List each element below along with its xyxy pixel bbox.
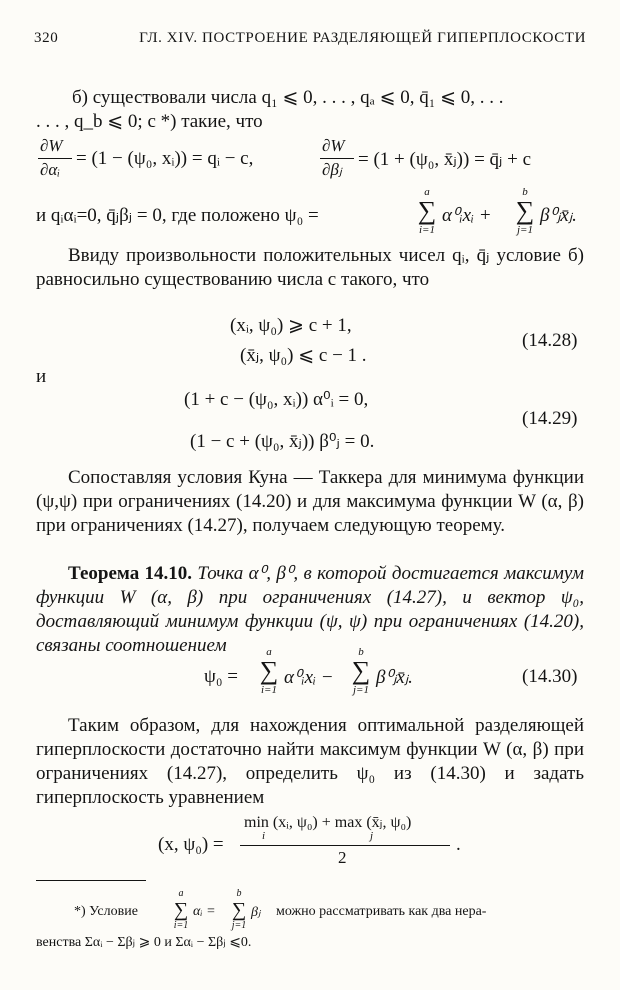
footnote-prefix: *) Условие [74, 904, 138, 919]
condition-b-line2: . . . , q_b ⩽ 0; c *) такие, что [36, 111, 263, 132]
eq1429-line1: (1 + c − (ψ₀, xᵢ)) α⁰ᵢ = 0, [184, 389, 369, 410]
paragraph-1: Ввиду произвольности положительных чисел qᵢ, q̄ⱼ условие б) равносильно существованию числа c такого, что [36, 245, 584, 290]
final-eq-sub-j: j [370, 830, 374, 842]
eq1428-line1: (xᵢ, ψ₀) ⩾ c + 1, [230, 315, 352, 336]
sum-j-symbol: b ∑ j=1 [515, 186, 535, 236]
final-eq-period: . [456, 834, 461, 855]
theorem-text: Точка α⁰, β⁰, в которой достигается максимум функции W (α, β) при ограничениях (14.27), и вектор ψ₀, доставляющий минимум функции (ψ, ψ) при ограничениях (14.20), связаны соотношением [36, 563, 585, 656]
eq1430-sum-i: a ∑ i=1 [259, 646, 279, 696]
eq1428-line2: (x̄ⱼ, ψ₀) ⩽ c − 1 . [240, 345, 367, 366]
eq1430-sum-j: b ∑ j=1 [351, 646, 371, 696]
footnote-term1: αᵢ = [193, 904, 216, 919]
final-eq-denominator: 2 [338, 848, 347, 867]
footnote-sum-i: a ∑ i=1 [173, 888, 189, 931]
deriv2-denominator: ∂βⱼ [322, 160, 342, 179]
and-word: и [36, 366, 47, 387]
paragraph-2: Сопоставляя условия Куна — Таккера для минимума функции (ψ,ψ) при ограничениях (14.20) и для максимума функции W (α, β) при ограничениях (14.27), получаем следующую теорему. [36, 467, 584, 536]
theorem-14-10 [36, 562, 584, 658]
compl-term2: β⁰ⱼx̄ⱼ. [540, 205, 577, 226]
footnote-rule [36, 880, 146, 881]
sum-i-symbol: a ∑ i=1 [417, 186, 437, 236]
footnote-term2: βⱼ [251, 905, 261, 920]
paragraph-3: Таким образом, для нахождения оптимальной разделяющей гиперплоскости достаточно найти максимум функции W (α, β) при ограничениях (14.27), определить ψ₀ из (14.30) и задать гиперплоскость уравнением [36, 715, 584, 808]
deriv1-rhs: = (1 − (ψ₀, xᵢ)) = qᵢ − c, [76, 148, 254, 169]
deriv1-numerator: ∂W [40, 136, 63, 155]
eq1430-lhs: ψ₀ = [204, 666, 238, 687]
theorem-label: Теорема 14.10. [68, 563, 193, 584]
eq1430-term2: β⁰ⱼx̄ⱼ. [376, 667, 413, 688]
deriv2-rhs: = (1 + (ψ₀, x̄ⱼ)) = q̄ⱼ + c [358, 149, 532, 170]
compl-term1: α⁰ᵢxᵢ + [442, 205, 492, 226]
footnote-line2: венства Σαᵢ − Σβⱼ ⩾ 0 и Σαᵢ − Σβⱼ ⩽0. [36, 935, 252, 950]
deriv2-fraction-bar [320, 158, 354, 159]
final-eq-sub-i: i [262, 830, 266, 842]
eq1430-term1: α⁰ᵢxᵢ − [284, 667, 334, 688]
footnote-sum-j: b ∑ j=1 [231, 888, 247, 931]
deriv2-numerator: ∂W [322, 136, 345, 155]
deriv1-fraction-bar [38, 158, 72, 159]
final-eq-lhs: (x, ψ₀) = [158, 834, 224, 855]
condition-b-line1: б) существовали числа q₁ ⩽ 0, . . . , qₐ ⩽ 0, q̄₁ ⩽ 0, . . . [72, 87, 504, 108]
page-number: 320 [34, 30, 59, 46]
compl-text: и qᵢαᵢ=0, q̄ⱼβⱼ = 0, где положено ψ₀ = [36, 205, 319, 226]
chapter-title: ГЛ. XIV. ПОСТРОЕНИЕ РАЗДЕЛЯЮЩЕЙ ГИПЕРПЛОСКОСТИ [139, 30, 586, 46]
final-eq-numerator: min (xᵢ, ψ₀) + max (x̄ⱼ, ψ₀) [244, 814, 412, 831]
deriv1-denominator: ∂αᵢ [40, 160, 61, 179]
eq1428-number: (14.28) [522, 330, 578, 351]
final-eq-fraction-bar [240, 845, 450, 846]
eq1430-number: (14.30) [522, 666, 578, 687]
footnote-text1: можно рассматривать как два нера- [276, 904, 487, 919]
eq1429-number: (14.29) [522, 408, 578, 429]
eq1429-line2: (1 − c + (ψ₀, x̄ⱼ)) β⁰ⱼ = 0. [190, 431, 375, 452]
